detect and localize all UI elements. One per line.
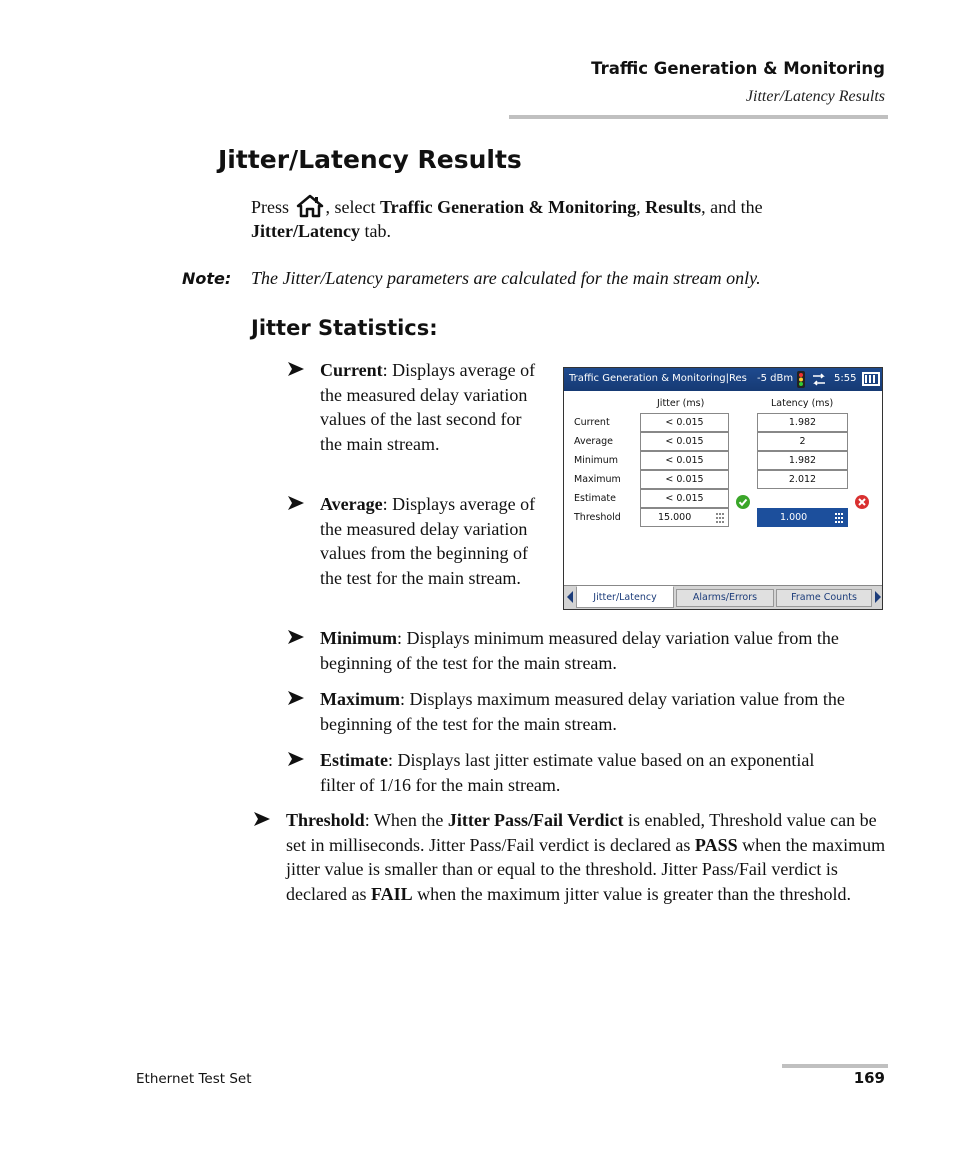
jitter-minimum-value: < 0.015: [640, 451, 729, 470]
threshold-pass: PASS: [694, 834, 738, 855]
bullet-text: : Displays last jitter estimate value based on an exponential filter of 1/16 for the main stream.: [320, 750, 815, 795]
bullet-term: Average: [320, 494, 383, 514]
arrow-bullet-icon: [286, 688, 306, 708]
arrow-bullet-icon: [286, 627, 306, 647]
device-results-panel: [564, 391, 882, 585]
header-rule: [509, 115, 888, 119]
jitter-column-header: Jitter (ms): [657, 398, 705, 409]
tab-alarms-errors[interactable]: Alarms/Errors: [676, 589, 774, 607]
row-label-current: Current: [574, 417, 610, 428]
keypad-icon[interactable]: [835, 513, 843, 523]
bullet-estimate: [320, 748, 840, 797]
bullet-maximum: [320, 687, 880, 736]
device-app-title: Traffic Generation & Monitoring|Res: [569, 373, 747, 384]
bullet-term: Current: [320, 360, 383, 380]
jitter-threshold-input[interactable]: [640, 508, 729, 527]
threshold-fail: FAIL: [370, 883, 413, 904]
latency-threshold-input[interactable]: [757, 508, 848, 527]
page-title: Jitter/Latency Results: [218, 145, 522, 174]
page-number: 169: [853, 1069, 885, 1087]
row-label-minimum: Minimum: [574, 455, 619, 466]
bullet-threshold: [286, 808, 886, 906]
fail-x-icon: [855, 495, 869, 509]
menu-path-traffic: Traffic Generation & Monitoring: [380, 197, 637, 217]
threshold-text-2: is enabled, Threshold value can be set in milliseconds. Jitter Pass/Fail verdict is declared as: [286, 810, 877, 855]
jitter-current-value: < 0.015: [640, 413, 729, 432]
bullet-current: [320, 358, 545, 456]
row-label-maximum: Maximum: [574, 474, 621, 485]
intro-select: , select: [325, 197, 380, 217]
menu-path-tab: Jitter/Latency: [251, 221, 360, 241]
intro-paragraph: [251, 194, 891, 243]
home-icon: [296, 194, 324, 218]
menu-path-results: Results: [645, 197, 702, 217]
running-header-chapter: Traffic Generation & Monitoring: [591, 59, 885, 78]
device-tab-bar: [564, 585, 882, 609]
device-screenshot: [563, 367, 883, 610]
note-label: Note:: [182, 269, 232, 288]
tab-scroll-left-icon[interactable]: [567, 591, 573, 603]
jitter-threshold-value: 15.000: [658, 512, 692, 523]
latency-maximum-value: 2.012: [757, 470, 848, 489]
threshold-text-1: : When the: [364, 810, 448, 830]
arrow-bullet-icon: [252, 809, 272, 829]
arrow-bullet-icon: [286, 749, 306, 769]
footer-rule: [782, 1064, 888, 1068]
device-title-bar: [564, 368, 882, 391]
intro-tab-word: tab.: [359, 221, 391, 241]
bullet-text: : Displays minimum measured delay variation value from the beginning of the test for the main stream.: [320, 628, 839, 673]
tab-frame-counts[interactable]: Frame Counts: [776, 589, 872, 607]
battery-icon: [862, 372, 880, 386]
threshold-verdict-term: Jitter Pass/Fail Verdict: [447, 810, 624, 830]
bullet-text: : Displays average of the measured delay variation values of the last second for the main stream.: [320, 360, 536, 454]
latency-minimum-value: 1.982: [757, 451, 848, 470]
latency-threshold-value: 1.000: [780, 512, 808, 523]
footer-product-name: Ethernet Test Set: [136, 1071, 252, 1087]
device-power-readout: -5 dBm: [757, 373, 794, 384]
threshold-text-4: when the maximum jitter value is greater than the threshold.: [412, 883, 851, 904]
jitter-maximum-value: < 0.015: [640, 470, 729, 489]
arrow-bullet-icon: [286, 359, 306, 379]
row-label-threshold: Threshold: [574, 512, 621, 523]
intro-comma: ,: [636, 197, 646, 217]
bullet-average: [320, 492, 545, 590]
note-text: The Jitter/Latency parameters are calculated for the main stream only.: [251, 268, 761, 288]
bullet-minimum: [320, 626, 890, 675]
running-header-section: Jitter/Latency Results: [745, 88, 885, 105]
bullet-term: Maximum: [320, 689, 400, 709]
jitter-average-value: < 0.015: [640, 432, 729, 451]
latency-column-header: Latency (ms): [771, 398, 834, 409]
bullet-term: Estimate: [320, 750, 388, 770]
row-label-estimate: Estimate: [574, 493, 616, 504]
intro-and-the: , and the: [701, 197, 763, 217]
network-icon: [811, 372, 827, 387]
threshold-text-3: when the maximum jitter value is smaller than or equal to the threshold. Jitter Pass/Fail verdict is declared as: [286, 834, 886, 904]
arrow-bullet-icon: [286, 493, 306, 513]
bullet-text: : Displays average of the measured delay variation values from the beginning of the test for the main stream.: [320, 494, 536, 588]
traffic-light-icon: [796, 371, 806, 388]
section-heading: Jitter Statistics:: [251, 316, 438, 340]
keypad-icon[interactable]: [716, 513, 724, 523]
tab-scroll-right-icon[interactable]: [875, 591, 881, 603]
tab-jitter-latency[interactable]: Jitter/Latency: [576, 586, 674, 608]
device-clock: 5:55: [834, 373, 857, 384]
row-label-average: Average: [574, 436, 614, 447]
bullet-text: : Displays maximum measured delay variation value from the beginning of the test for the main stream.: [320, 689, 845, 734]
latency-current-value: 1.982: [757, 413, 848, 432]
pass-check-icon: [736, 495, 750, 509]
note: [182, 266, 902, 291]
intro-press: Press: [251, 197, 290, 217]
bullet-term: Threshold: [286, 810, 365, 830]
bullet-term: Minimum: [320, 628, 398, 648]
latency-average-value: 2: [757, 432, 848, 451]
jitter-estimate-value: < 0.015: [640, 489, 729, 508]
